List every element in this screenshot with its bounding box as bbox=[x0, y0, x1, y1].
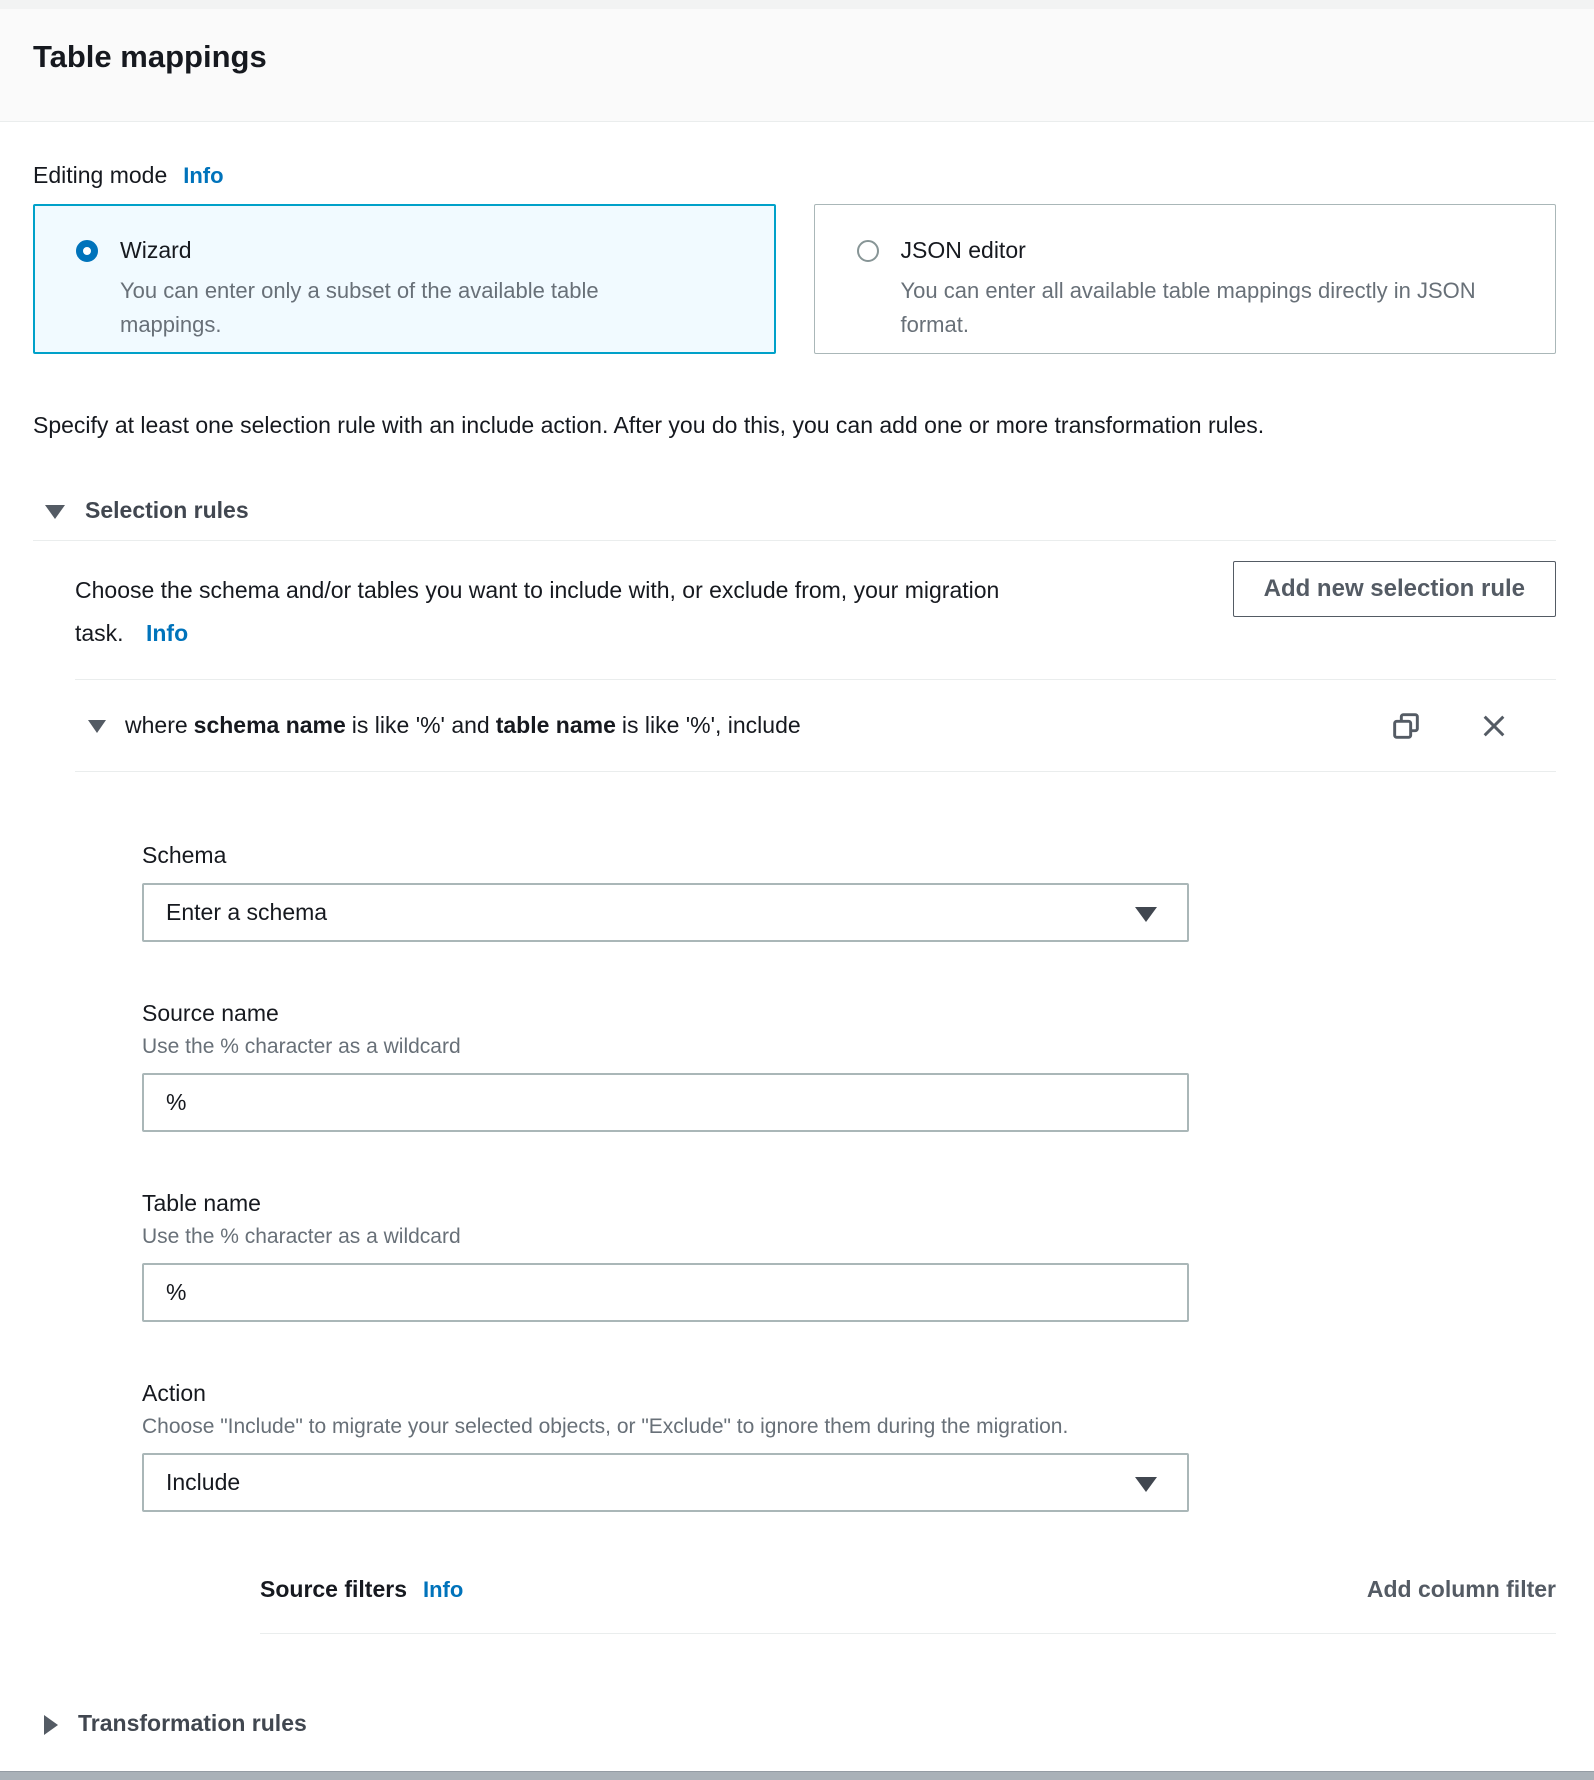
table-name-input[interactable] bbox=[144, 1265, 1187, 1320]
editing-mode-options bbox=[33, 204, 1556, 354]
table-mappings-header bbox=[0, 9, 1594, 122]
chevron-right-icon bbox=[44, 1715, 58, 1735]
wizard-option-description: You can enter only a subset of the available table mappings. bbox=[120, 278, 599, 337]
caret-down-icon bbox=[1135, 907, 1157, 922]
source-name-label: Source name bbox=[142, 1000, 279, 1026]
transformation-rules-title: Transformation rules bbox=[78, 1710, 307, 1736]
editing-mode-info-link[interactable]: Info bbox=[183, 163, 224, 188]
action-select[interactable] bbox=[142, 1453, 1189, 1512]
action-help-text: Choose "Include" to migrate your selected objects, or "Exclude" to ignore them during the migration. bbox=[142, 1415, 1069, 1438]
page-top-strip bbox=[0, 0, 1594, 9]
selection-rule-summary: where schema name is like '%' and table name is like '%', include bbox=[125, 712, 801, 738]
table-name-help-text: Use the % character as a wildcard bbox=[142, 1225, 461, 1248]
caret-down-icon bbox=[1135, 1477, 1157, 1492]
radio-selected-icon[interactable] bbox=[76, 240, 98, 262]
add-new-selection-rule-button[interactable]: Add new selection rule bbox=[1233, 561, 1556, 617]
source-filters-row bbox=[260, 1576, 1556, 1634]
json-editor-option-description: You can enter all available table mappings directly in JSON format. bbox=[900, 278, 1476, 337]
table-mappings-content bbox=[0, 162, 1594, 1737]
chevron-down-icon bbox=[88, 720, 106, 733]
schema-select-value: Enter a schema bbox=[166, 899, 328, 925]
copy-icon bbox=[1390, 710, 1422, 742]
selection-rules-toolbar bbox=[33, 561, 1556, 655]
table-name-label: Table name bbox=[142, 1190, 261, 1216]
schema-label: Schema bbox=[142, 842, 227, 868]
close-icon bbox=[1478, 710, 1510, 742]
selection-rules-section-toggle[interactable] bbox=[33, 497, 1556, 541]
duplicate-rule-button[interactable] bbox=[1390, 710, 1422, 742]
editing-mode-row bbox=[33, 162, 1556, 189]
action-label: Action bbox=[142, 1380, 206, 1406]
source-filters-label: Source filters bbox=[260, 1576, 407, 1602]
selection-rules-description: Choose the schema and/or tables you want to include with, or exclude from, your migration task. bbox=[75, 577, 1000, 646]
action-select-value: Include bbox=[166, 1469, 241, 1495]
transformation-rules-section-toggle[interactable] bbox=[33, 1710, 1556, 1737]
next-section-edge bbox=[0, 1771, 1594, 1780]
editing-mode-label: Editing mode bbox=[33, 162, 168, 188]
json-editor-option-label: JSON editor bbox=[900, 237, 1026, 263]
source-name-input[interactable] bbox=[144, 1075, 1187, 1130]
selection-rule-form bbox=[142, 842, 1556, 1634]
selection-rule-item bbox=[75, 679, 1556, 1634]
radio-unselected-icon[interactable] bbox=[857, 240, 879, 262]
selection-rules-title: Selection rules bbox=[85, 497, 249, 523]
chevron-down-icon bbox=[45, 505, 65, 519]
wizard-option-label: Wizard bbox=[120, 237, 192, 263]
remove-rule-button[interactable] bbox=[1478, 710, 1510, 742]
add-column-filter-button[interactable]: Add column filter bbox=[1366, 1576, 1556, 1602]
editing-mode-option-json-editor[interactable] bbox=[814, 204, 1557, 354]
selection-rules-info-link[interactable]: Info bbox=[145, 620, 189, 646]
selection-rules-intro-text: Specify at least one selection rule with an include action. After you do this, you can add one or more transformation rules. bbox=[33, 412, 1265, 438]
schema-select[interactable] bbox=[142, 883, 1189, 942]
selection-rule-header[interactable] bbox=[75, 679, 1556, 772]
editing-mode-option-wizard[interactable] bbox=[33, 204, 776, 354]
source-name-help-text: Use the % character as a wildcard bbox=[142, 1035, 461, 1058]
source-filters-info-link[interactable]: Info bbox=[423, 1577, 464, 1602]
page-title: Table mappings bbox=[33, 39, 267, 74]
